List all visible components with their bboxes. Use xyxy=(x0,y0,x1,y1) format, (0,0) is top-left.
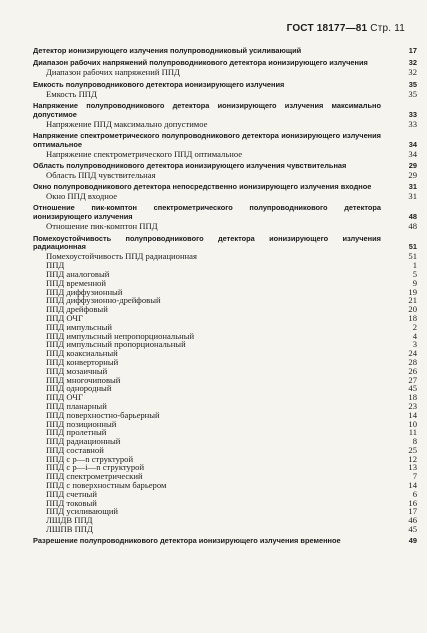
entry-text: ППД ОЧГ xyxy=(46,392,83,403)
entry-text: ППД составной xyxy=(46,444,104,455)
entry-text: Помехоустойчивость полупроводникового детектора ионизирующего излучения радиационная xyxy=(33,233,381,252)
entry-page: 29 xyxy=(408,169,417,180)
entry-page: 16 xyxy=(408,497,417,508)
index-term xyxy=(33,203,417,222)
entry-page: 26 xyxy=(408,365,417,376)
entry-text: ППД спектрометрический xyxy=(46,471,143,482)
entry-text: ППД аналоговый xyxy=(46,268,110,279)
index-subterm xyxy=(46,169,417,180)
entry-page: 14 xyxy=(408,409,417,420)
entry-page: 23 xyxy=(408,400,417,411)
index-subterm xyxy=(46,251,417,262)
entry-page: 25 xyxy=(408,444,417,455)
entry-page: 18 xyxy=(408,312,417,323)
entry-text: ППД многочиповый xyxy=(46,374,121,385)
entry-page: 8 xyxy=(412,436,417,447)
entry-page: 51 xyxy=(408,242,417,252)
index-term xyxy=(33,100,417,120)
entry-page: 2 xyxy=(412,321,417,332)
entry-page: 35 xyxy=(408,79,417,89)
entry-text: ППД коаксиальный xyxy=(46,348,118,359)
entry-text: Область ППД чувствительная xyxy=(46,169,156,180)
entry-text: Емкость полупроводникового детектора ионизирующего излучения xyxy=(33,79,285,89)
entry-text: ППД усиливающий xyxy=(46,506,119,517)
entry-page: 9 xyxy=(412,277,417,288)
index-term xyxy=(33,130,417,150)
entry-page: 10 xyxy=(408,418,417,429)
entry-text: Напряжение спектрометрического полупроводникового детектора ионизирующего излучения оптимальное xyxy=(33,130,381,149)
index-subterm xyxy=(46,88,417,99)
entry-text: ППД с поверхностным барьером xyxy=(46,480,167,491)
entry-page: 31 xyxy=(408,182,417,192)
entry-text: Напряжение полупроводникового детектора ионизирующего излучения максимально допустимое xyxy=(33,100,381,119)
entry-text: Детектор ионизирующего излучения полупроводниковый усиливающий xyxy=(33,46,302,55)
index-subterm xyxy=(46,221,417,232)
index-subterm xyxy=(46,67,417,78)
entry-text: ППД диффузионный xyxy=(46,286,123,297)
entry-text: ППД импульсный xyxy=(46,321,112,332)
entry-page: 31 xyxy=(408,191,417,202)
entry-text: Помехоустойчивость ППД радиационная xyxy=(46,251,197,262)
index-subterm xyxy=(46,506,417,517)
entry-page: 3 xyxy=(412,339,417,350)
entry-page: 7 xyxy=(412,471,417,482)
standard-number: ГОСТ 18177—81 xyxy=(286,23,368,34)
entry-text: ППД xyxy=(46,260,65,271)
entry-text: ППД поверхностно-барьерный xyxy=(46,409,160,420)
entry-page: 33 xyxy=(408,118,417,129)
entry-page: 46 xyxy=(408,515,417,526)
index-term xyxy=(33,233,417,253)
entry-text: ППД позиционный xyxy=(46,418,117,429)
entry-page: 45 xyxy=(408,524,417,535)
index-subterm xyxy=(46,191,417,202)
entry-text: Окно ППД входное xyxy=(46,191,118,202)
entry-page: 19 xyxy=(408,286,417,297)
entry-page: 48 xyxy=(408,221,417,232)
index-subterm xyxy=(46,118,417,129)
entry-page: 4 xyxy=(412,330,417,341)
entry-text: Окно полупроводникового детектора непосредственно ионизирующего излучения входное xyxy=(33,182,372,192)
entry-text: ППД счетный xyxy=(46,488,97,499)
entry-page: 32 xyxy=(408,67,417,78)
entry-page: 21 xyxy=(408,295,417,306)
page-number: Стр. 11 xyxy=(370,23,405,34)
entry-text: Емкость ППД xyxy=(46,88,97,99)
entry-text: ППД с p—i—n структурой xyxy=(46,462,145,473)
index-subterm xyxy=(46,524,417,535)
entry-page: 18 xyxy=(408,392,417,403)
index-list xyxy=(0,47,427,546)
entry-page: 27 xyxy=(408,374,417,385)
entry-text: Разрешение полупроводникового детектора ионизирующего излучения временное xyxy=(33,536,341,546)
entry-text: ППД импульсный пропорциональный xyxy=(46,339,186,350)
entry-page: 1 xyxy=(412,260,417,271)
entry-text: Диапазон рабочих напряжений полупроводникового детектора ионизирующего излучения xyxy=(33,58,368,68)
entry-page: 14 xyxy=(408,480,417,491)
entry-text: ЛШДВ ППД xyxy=(46,515,93,526)
entry-text: ЛШПВ ППД xyxy=(46,524,93,535)
index-term xyxy=(33,536,417,546)
entry-text: ППД радиационный xyxy=(46,436,121,447)
entry-page: 13 xyxy=(408,462,417,473)
entry-page: 35 xyxy=(408,88,417,99)
entry-page: 29 xyxy=(408,161,417,171)
entry-page: 34 xyxy=(408,148,417,159)
entry-page: 12 xyxy=(408,453,417,464)
entry-text: ППД с p—n структурой xyxy=(46,453,134,464)
entry-text: ППД мозаичный xyxy=(46,365,108,376)
entry-text: ППД планарный xyxy=(46,400,107,411)
index-subterm xyxy=(46,515,417,526)
entry-page: 5 xyxy=(412,268,417,279)
entry-text: ППД дрейфовый xyxy=(46,304,108,315)
entry-page: 51 xyxy=(408,251,417,262)
index-subterm xyxy=(46,304,417,315)
entry-text: Диапазон рабочих напряжений ППД xyxy=(46,67,180,78)
entry-page: 32 xyxy=(408,58,417,68)
entry-text: Отношение пик-комптон спектрометрического полупроводникового детектора ионизирующего излучения xyxy=(33,203,381,222)
entry-text: ППД токовый xyxy=(46,497,97,508)
entry-page: 28 xyxy=(408,356,417,367)
entry-text: Отношение пик-комптон ППД xyxy=(46,221,158,232)
entry-text: ППД временной xyxy=(46,277,106,288)
entry-text: ППД конверторный xyxy=(46,356,119,367)
index-subterm xyxy=(46,383,417,394)
entry-page: 24 xyxy=(408,348,417,359)
entry-text: Напряжение спектрометрического ППД оптимальное xyxy=(46,148,243,159)
page-header xyxy=(287,23,405,34)
entry-page: 33 xyxy=(408,109,417,119)
entry-page: 49 xyxy=(408,536,417,546)
entry-page: 17 xyxy=(408,46,417,55)
entry-page: 11 xyxy=(408,427,417,438)
entry-text: Напряжение ППД максимально допустимое xyxy=(46,118,208,129)
entry-text: ППД диффузионно-дрейфовый xyxy=(46,295,161,306)
entry-text: ППД однородный xyxy=(46,383,112,394)
entry-page: 17 xyxy=(408,506,417,517)
entry-page: 6 xyxy=(412,488,417,499)
index-term xyxy=(33,46,417,56)
entry-page: 34 xyxy=(408,139,417,149)
entry-text: ППД импульсный непропорциональный xyxy=(46,330,195,341)
entry-text: ППД пролетный xyxy=(46,427,107,438)
entry-text: Область полупроводникового детектора ионизирующего излучения чувствительная xyxy=(33,161,347,171)
entry-page: 20 xyxy=(408,304,417,315)
entry-page: 45 xyxy=(408,383,417,394)
entry-page: 48 xyxy=(408,212,417,222)
entry-text: ППД ОЧГ xyxy=(46,312,83,323)
index-subterm xyxy=(46,148,417,159)
